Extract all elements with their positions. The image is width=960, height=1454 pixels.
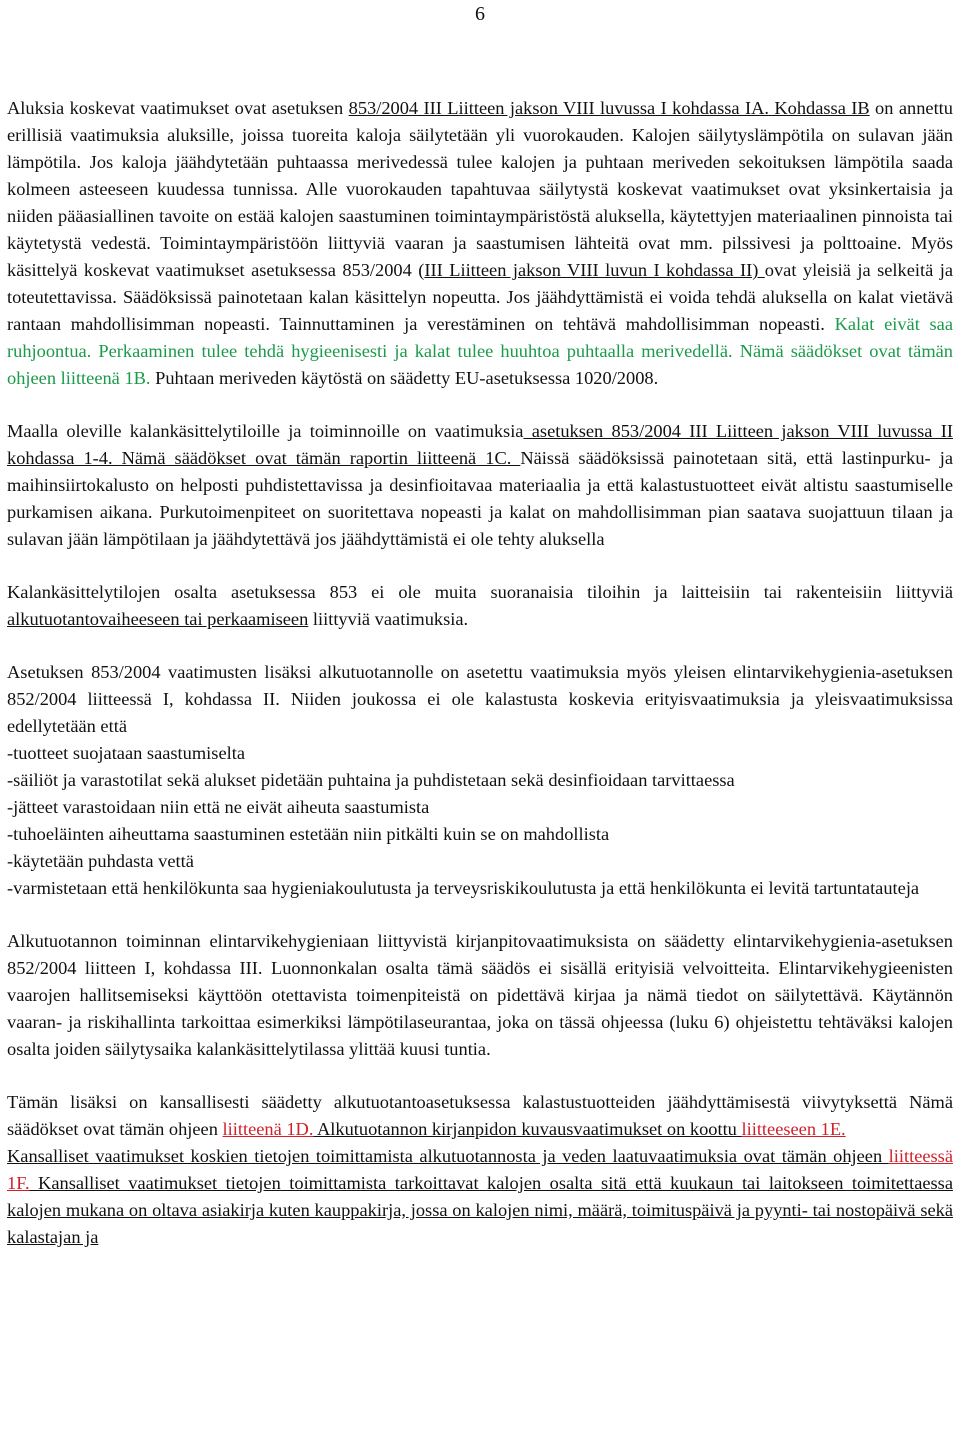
paragraph-general-hygiene xyxy=(7,659,953,902)
list-item: -varmistetaan että henkilökunta saa hygieniakoulutusta ja terveysriskikoulutusta ja että henkilökunta ei levitä tartuntatauteja xyxy=(7,878,920,898)
text-run: ovat yleisiä ja selkeitä ja toteutettavissa. Säädöksissä painotetaan kalan käsittelyn nopeutta. Jos jäähdyttämistä ei voida tehdä aluksella on kalat vietävä rantaan mahdollisimman nopeasti. Tainnuttaminen ja verestäminen on tehtävä mahdollisimman nopeasti. xyxy=(7,260,953,334)
document-body xyxy=(7,95,953,1251)
appendix-1d-link[interactable]: liitteenä 1D. xyxy=(222,1119,314,1139)
text-run: Tämän lisäksi on kansallisesti säädetty alkutuotantoasetuksessa kalastustuotteiden jäähdyttämisestä viivytyksettä Nämä säädökset ovat tämän ohjeen xyxy=(7,1092,953,1139)
page-number: 6 xyxy=(475,3,485,25)
list-item: -tuhoeläinten aiheuttama saastuminen estetään niin pitkälti kuin se on mahdollista xyxy=(7,824,610,844)
underlined-text: Alkutuotannon kirjanpidon kuvausvaatimukset on koottu xyxy=(313,1119,742,1139)
text-run: Maalla oleville kalankäsittelytiloille ja toiminnoille on vaatimuksia xyxy=(7,421,524,441)
appendix-1e-link[interactable]: liitteeseen 1E. xyxy=(741,1119,846,1139)
regulation-reference: 853/2004 III Liitteen jakson VIII luvussa I kohdassa IA. xyxy=(348,98,769,118)
text-run: Näissä säädöksissä painotetaan sitä, että lastinpurku- ja maihinsiirtokalusto on helposti puhdistettavissa ja desinfioitavaa materiaalia ja että kalastustuotteet eivät altistu saastumiselle purkamisen aikana. Purkutoimenpiteet on suoritettava nopeasti ja kalat on mahdollisimman pian saatava suojattuun tilaan ja sulavan jään lämpötilaan ja jäähdytettävä jos jäähdyttämistä ei ole tehty aluksella xyxy=(7,448,953,549)
paragraph-processing-premises xyxy=(7,579,953,633)
underlined-text: Kansalliset vaatimukset tietojen toimittamista tarkoittavat kalojen osalta sitä että kuukaun tai laitokseen toimitettaessa kalojen mukana on oltava asiakirja kuten kauppakirja, jossa on kalojen nimi, määrä, toimituspäivä ja pyynti- tai nostopäivä sekä kalastajan ja xyxy=(7,1173,953,1247)
regulation-reference: Kohdassa IB xyxy=(768,98,870,118)
regulation-reference: asetuksen 853/2004 III Liitteen jakson VIII luvussa II kohdassa 1-4. Nämä säädökset ovat tämän raportin liitteenä 1C. xyxy=(7,421,953,468)
highlighted-text: Kalat eivät saa ruhjoontua. Perkaaminen tulee tehdä hygieenisesti ja kalat tulee huuhtoa puhtaalla merivedellä. Nämä säädökset ovat tämän ohjeen liitteenä 1B. xyxy=(7,314,953,388)
paragraph-vessel-requirements xyxy=(7,95,953,392)
paragraph-land-facilities xyxy=(7,418,953,553)
text-run: Alkutuotannon toiminnan elintarvikehygieniaan liittyvistä kirjanpitovaatimuksista on säädetty elintarvikehygienia-asetuksen 852/2004 liitteen I, kohdassa III. Luonnonkalan osalta tämä säädös ei sisällä erityisiä velvoitteita. Elintarvikehygieenisten vaarojen hallitsemiseksi käyttöön otettavista toimenpiteistä on pidettävä kirjaa ja nämä tiedot on säilytettävä. Käytännön vaaran- ja riskihallinta tarkoittaa esimerkiksi lämpötilaseurantaa, joka on tässä ohjeessa (luku 6) ohjeistettu tehtäväksi kalojen osalta joiden säilytysaika kalankäsittelytilassa ylittää kuusi tuntia. xyxy=(7,931,953,1059)
underlined-text: alkutuotantovaiheeseen tai perkaamiseen xyxy=(7,609,309,629)
list-item: -tuotteet suojataan saastumiselta xyxy=(7,743,245,763)
text-run: liittyviä vaatimuksia. xyxy=(308,609,469,629)
regulation-reference: III Liitteen jakson VIII luvun I kohdassa II) xyxy=(424,260,765,280)
paragraph-national-requirements xyxy=(7,1089,953,1251)
appendix-1f-link[interactable]: liitteessä 1F. xyxy=(7,1146,953,1193)
list-item: -jätteet varastoidaan niin että ne eivät aiheuta saastumista xyxy=(7,797,430,817)
text-run: Kalankäsittelytilojen osalta asetuksessa 853 ei ole muita suoranaisia tiloihin ja laitteisiin tai rakenteisiin liittyviä xyxy=(7,582,953,602)
text-run: Aluksia koskevat vaatimukset ovat asetuksen xyxy=(7,98,349,118)
paragraph-record-keeping xyxy=(7,928,953,1063)
list-item: -säiliöt ja varastotilat sekä alukset pidetään puhtaina ja puhdistetaan sekä desinfioidaan tarvittaessa xyxy=(7,770,735,790)
text-run: on annettu erillisiä vaatimuksia aluksille, joissa tuoreita kaloja säilytetään yli vuorokauden. Kalojen säilytyslämpötila on sulavan jään lämpötila. Jos kaloja jäähdytetään puhtaassa merivedessä tulee kalojen ja puhtaan meriveden sekoituksen lämpötila saada kolmeen asteeseen kuudessa tunnissa. Alle vuorokauden tapahtuvaa säilytystä koskevat vaatimukset ovat yksinkertaisia ja niiden pääasiallinen tavoite on estää kalojen saastuminen toimintaympäristöstä aluksella, käytettyjen materiaalinen pinnoista tai käytetystä vedestä. Toimintaympäristöön liittyviä vaaran ja saastumisen lähteitä ovat mm. pilssivesi ja polttoaine. Myös käsittelyä koskevat vaatimukset asetuksessa 853/2004 ( xyxy=(7,98,953,280)
paragraph-intro: Asetuksen 853/2004 vaatimusten lisäksi alkutuotannolle on asetettu vaatimuksia myös yleisen elintarvikehygienia-asetuksen 852/2004 liitteessä I, kohdassa II. Niiden joukossa ei ole kalastusta koskevia erityisvaatimuksia ja yleisvaatimuksissa edellytetään että xyxy=(7,662,953,736)
text-run: Puhtaan meriveden käytöstä on säädetty EU-asetuksessa 1020/2008. xyxy=(150,368,659,388)
list-item: -käytetään puhdasta vettä xyxy=(7,851,194,871)
underlined-text: Kansalliset vaatimukset koskien tietojen toimittamista alkutuotannosta ja veden laatuvaatimuksia ovat tämän ohjeen xyxy=(7,1146,889,1166)
